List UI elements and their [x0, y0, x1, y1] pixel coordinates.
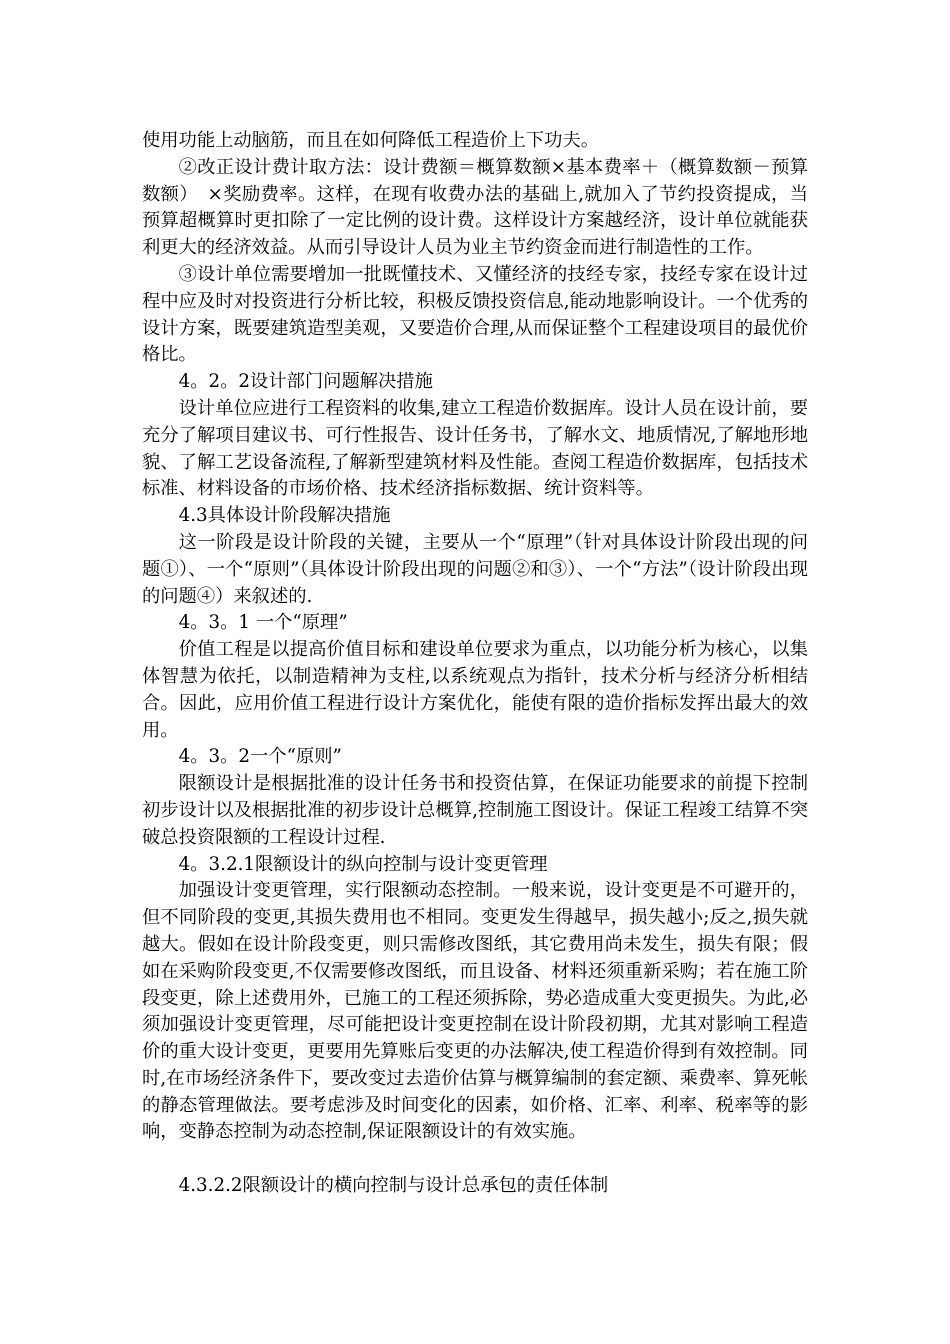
paragraph-limit-design: 限额设计是根据批准的设计任务书和投资估算，在保证功能要求的前提下控制初步设计以及根据批准的初步设计总概算,控制施工图设计。保证工程竣工结算不突破总投资限额的工程设计过程. [142, 773, 808, 848]
heading-4-3-1: 4。3。1 一个“原理” [178, 612, 348, 634]
paragraph-design-fee-method: ②改正设计费计取方法：设计费额＝概算数额×基本费率＋（概算数额－预算数额） ×奖励费率。这样，在现有收费办法的基础上,就加入了节约投资提成，当预算超概算时更扣除了一定比例的设计费。这样设计方案越经济，设计单位就能获利更大的经济效益。从而引导设计人员为业主节约资金而进行制造性的工作。 [142, 156, 808, 259]
heading-4-3-2-2: 4.3.2.2限额设计的横向控制与设计总承包的责任体制 [178, 1175, 609, 1197]
paragraph-continued: 使用功能上动脑筋，而且在如何降低工程造价上下功夫。 [142, 130, 600, 151]
paragraph-design-stage-key: 这一阶段是设计阶段的关键，主要从一个“原理”（针对具体设计阶段出现的问题①）、一个“原则”（具体设计阶段出现的问题②和③）、一个“方法”（设计阶段出现的问题④）来叙述的. [142, 531, 808, 607]
paragraph-design-change-management: 加强设计变更管理，实行限额动态控制。一般来说，设计变更是不可避开的，但不同阶段的变更,其损失费用也不相同。变更发生得越早，损失越小;反之,损失就越大。假如在设计阶段变更，则只需修改图纸，其它费用尚未发生，损失有限；假如在采购阶段变更,不仅需要修改图纸，而且设备、材料还须重新采购；若在施工阶段变更，除上述费用外，已施工的工程还须拆除，势必造成重大变更损失。为此,必须加强设计变更管理，尽可能把设计变更控制在设计阶段初期，尤其对影响工程造价的重大设计变更，更要用先算账后变更的办法解决,使工程造价得到有效控制。同时,在市场经济条件下，要改变过去造价估算与概算编制的套定额、乘费率、算死帐的静态管理做法。要考虑涉及时间变化的因素，如价格、汇率、利率、税率等的影响，变静态控制为动态控制,保证限额设计的有效实施。 [142, 880, 808, 1143]
paragraph-design-department-measures: 设计单位应进行工程资料的收集,建立工程造价数据库。设计人员在设计前，要充分了解项目建议书、可行性报告、设计任务书，了解水文、地质情况,了解地形地貌、了解工艺设备流程,了解新型建筑材料及性能。查阅工程造价数据库，包括技术标准、材料设备的市场价格、技术经济指标数据、统计资料等。 [142, 397, 808, 500]
heading-4-2-2: 4。2。2设计部门问题解决措施 [178, 371, 433, 393]
paragraph-gap [142, 1146, 808, 1173]
heading-4-3: 4.3具体设计阶段解决措施 [178, 505, 391, 527]
paragraph-value-engineering: 价值工程是以提高价值目标和建设单位要求为重点，以功能分析为核心，以集体智慧为依托，以制造精神为支柱,以系统观点为指针，技术分析与经济分析相结合。因此，应用价值工程进行设计方案优化，能使有限的造价指标发挥出最大的效用。 [142, 639, 808, 741]
heading-4-3-2: 4。3。2一个“原则” [178, 746, 342, 768]
heading-4-3-2-1: 4。3.2.1限额设计的纵向控制与设计变更管理 [178, 853, 548, 875]
document-page [142, 128, 808, 1200]
paragraph-technical-economic-experts: ③设计单位需要增加一批既懂技术、又懂经济的技经专家，技经专家在设计过程中应及时对投资进行分析比较，积极反馈投资信息,能动地影响设计。一个优秀的设计方案，既要建筑造型美观，又要造价合理,从而保证整个工程建设项目的最优价格比。 [142, 263, 808, 366]
